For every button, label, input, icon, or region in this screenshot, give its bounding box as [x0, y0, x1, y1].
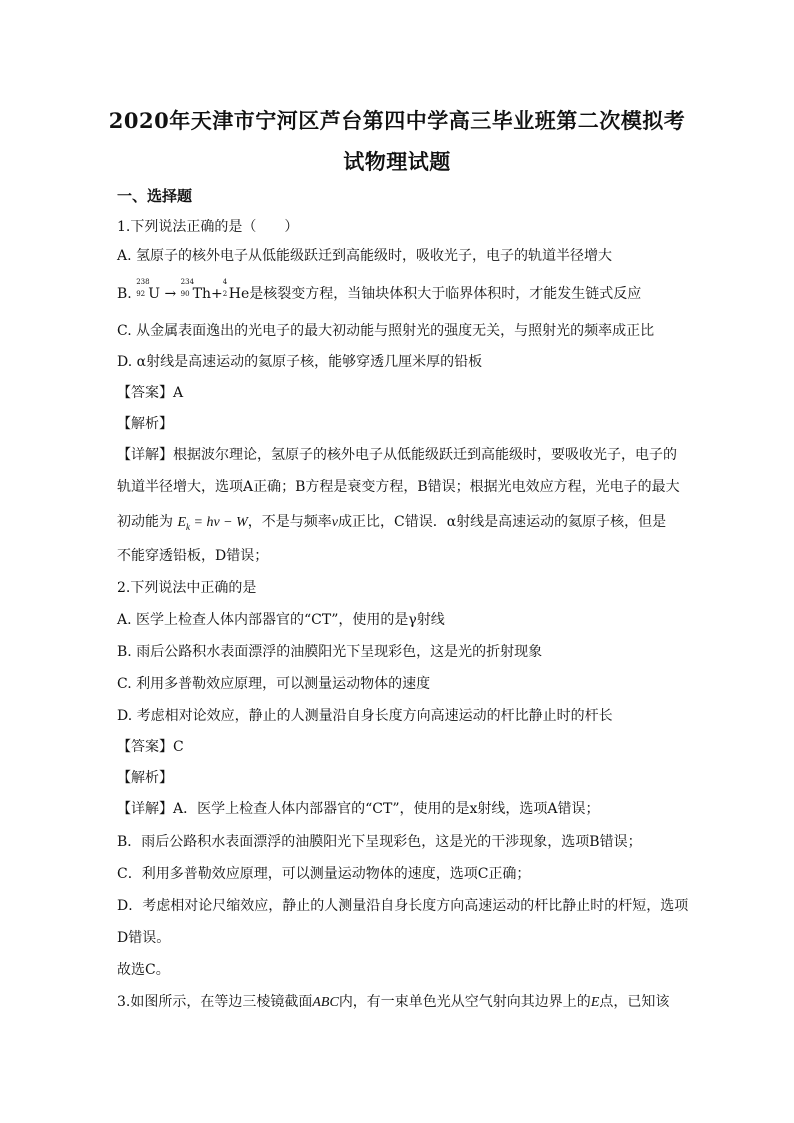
q1-detail3-a: 初动能为 — [117, 514, 173, 530]
section-heading: 一、选择题 — [117, 187, 193, 205]
q1-option-b-prefix: B. — [117, 286, 132, 302]
q3-abc: ABC — [312, 995, 339, 1010]
q2-option-a: A. 医学上检查人体内部器官的“CT”，使用的是γ射线 — [117, 612, 445, 628]
helium-nuclide — [222, 278, 250, 304]
q2-detail-tag: 【详解】 — [117, 801, 173, 817]
he-symbol: He — [228, 286, 250, 302]
q1-detail-line2: 轨道半径增大，选项A正确；B方程是衰变方程，B错误；根据光电效应方程，光电子的最大 — [117, 479, 680, 495]
formula-k: k — [186, 521, 191, 532]
q2-detail-a: A．医学上检查人体内部器官的“CT”，使用的是x射线，选项A错误； — [173, 801, 600, 817]
q3-point-e: E — [590, 995, 600, 1010]
q1-analysis-tag: 【解析】 — [117, 416, 173, 432]
he-mass-number: 4 — [222, 278, 228, 286]
q1-detail-tag: 【详解】 — [117, 447, 173, 463]
q2-detail-line-b: B．雨后公路积水表面漂浮的油膜阳光下呈现彩色，这是光的干涉现象，选项B错误； — [117, 834, 642, 850]
photoelectric-formula — [177, 515, 247, 530]
u-atomic-number: 92 — [136, 290, 146, 298]
q2-option-d: D. 考虑相对论效应，静止的人测量沿自身长度方向高速运动的杆比静止时的杆长 — [117, 708, 613, 724]
q1-option-c: C. 从金属表面逸出的光电子的最大初动能与照射光的强度无关，与照射光的频率成正比 — [117, 323, 655, 339]
q2-answer-tag: 【答案】 — [117, 739, 173, 755]
q1-stem: 1.下列说法正确的是（ ） — [117, 219, 299, 235]
q2-answer-value: C — [173, 739, 184, 755]
q2-detail-line-d1: D．考虑相对论尺缩效应，静止的人测量沿自身长度方向高速运动的杆比静止时的杆短，选项 — [117, 898, 689, 914]
th-mass-number: 234 — [180, 278, 195, 286]
q1-option-d: D. α射线是高速运动的氦原子核，能够穿透几厘米厚的铅板 — [117, 354, 483, 370]
q1-detail3-c: 成正比，C错误．α射线是高速运动的氦原子核，但是 — [338, 514, 667, 530]
q1-answer-value: A — [173, 385, 184, 401]
u-symbol: U — [148, 286, 161, 302]
q1-option-b-text: 是核裂变方程，当铀块体积大于临界体积时，才能发生链式反应 — [249, 286, 642, 302]
q2-detail-line-d2: D错误。 — [117, 930, 171, 946]
q3-stem-c: 点，已知该 — [599, 994, 670, 1010]
q1-detail-line4: 不能穿透铅板，D错误； — [117, 548, 269, 564]
q1-detail-line1 — [117, 445, 687, 465]
formula-e: E — [177, 515, 187, 530]
doc-title-line2: 试物理试题 — [343, 149, 451, 174]
q2-option-c: C. 利用多普勒效应原理，可以测量运动物体的速度 — [117, 676, 431, 692]
q1-option-a: A. 氢原子的核外电子从低能级跃迁到高能级时，吸收光子，电子的轨道半径增大 — [117, 248, 613, 264]
q1-detail-text1: 根据波尔理论，氢原子的核外电子从低能级跃迁到高能级时，要吸收光子，电子的 — [173, 447, 677, 463]
u-mass-number: 238 — [136, 278, 150, 286]
q1-option-b — [117, 278, 687, 304]
q2-stem: 2.下列说法中正确的是 — [117, 580, 257, 596]
reaction-arrow: → — [160, 286, 181, 302]
q3-stem-b: 内，有一束单色光从空气射向其边界上的 — [338, 994, 591, 1010]
q2-option-b: B. 雨后公路积水表面漂浮的油膜阳光下呈现彩色，这是光的折射现象 — [117, 644, 543, 660]
uranium-nuclide — [136, 278, 161, 304]
q3-stem — [117, 992, 687, 1013]
q1-answer-tag: 【答案】 — [117, 385, 173, 401]
doc-title-line1: 2020年天津市宁河区芦台第四中学高三毕业班第二次模拟考 — [108, 108, 686, 133]
q3-stem-a: 3.如图所示，在等边三棱镜截面 — [117, 994, 313, 1010]
he-atomic-number: 2 — [222, 290, 228, 298]
q1-answer — [117, 383, 687, 403]
q2-analysis-tag: 【解析】 — [117, 770, 173, 786]
th-symbol: Th+ — [192, 286, 223, 302]
q2-detail-line-c: C．利用多普勒效应原理，可以测量运动物体的速度，选项C正确； — [117, 866, 531, 882]
th-atomic-number: 90 — [180, 290, 190, 298]
thorium-nuclide — [180, 278, 223, 304]
q2-detail-line-a — [117, 799, 687, 819]
q2-answer — [117, 737, 687, 757]
q1-detail-line3 — [117, 512, 687, 537]
nu-symbol: ν — [331, 515, 339, 530]
q2-conclusion: 故选C。 — [117, 962, 170, 978]
q1-detail3-b: ，不是与频率 — [247, 514, 332, 530]
formula-rest: = hν − W — [190, 515, 248, 530]
